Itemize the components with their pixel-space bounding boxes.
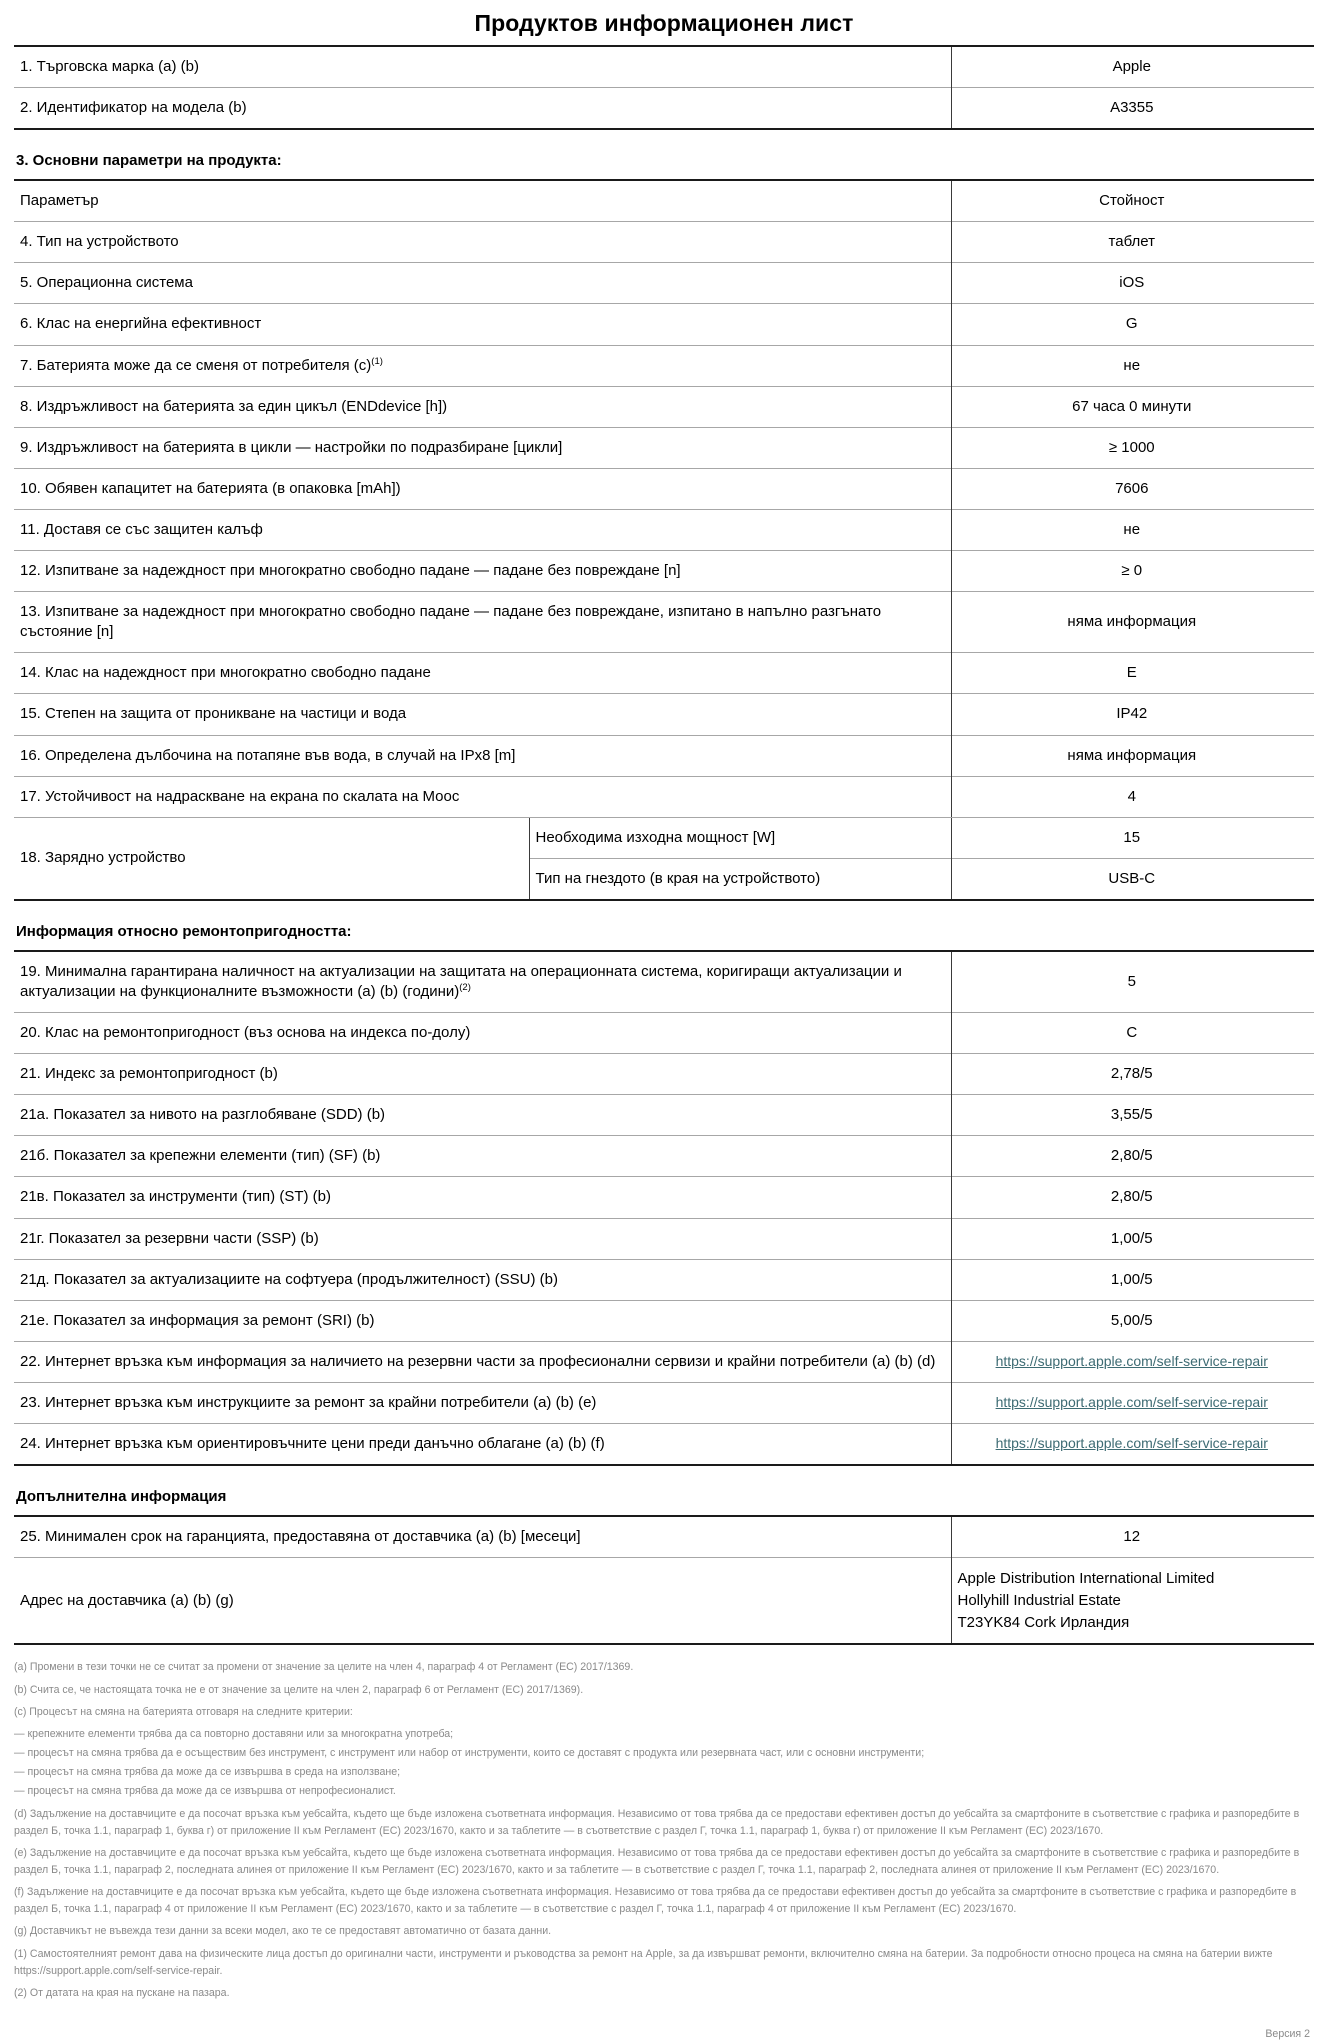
row-label: 25. Минимален срок на гаранцията, предоставяна от доставчика (a) (b) [месеци] [14, 1516, 951, 1558]
table-row [14, 46, 1314, 88]
row-label: 8. Издръжливост на батерията за един цикъл (ENDdevice [h]) [14, 386, 951, 427]
row-value: 5 [951, 951, 1314, 1013]
row-value: E [951, 653, 1314, 694]
footnote-a: (a) Промени в тези точки не се считат за промени от значение за целите на член 4, параграф 4 от Регламент (ЕС) 2017/1369. [14, 1661, 634, 1674]
table-row [14, 1095, 1314, 1136]
table-row [14, 386, 1314, 427]
charger-sub-label: Необходима изходна мощност [W] [529, 817, 951, 858]
row-value: C [951, 1013, 1314, 1054]
row-label: 20. Клас на ремонтопригодност (въз основа на индекса по-долу) [14, 1013, 951, 1054]
row-label: 6. Клас на енергийна ефективност [14, 304, 951, 345]
row-value: няма информация [951, 592, 1314, 653]
table-row [14, 551, 1314, 592]
table-row [14, 222, 1314, 263]
footnote-e: (e) Задължение на доставчиците е да посочат връзка към уебсайта, където ще бъде изложена съответната информация. Независимо от това трябва да се предостави ефективен достъп до уебсайта за смартфоните в съответствие с графика и разпоредбите в раздел Б, точка 1.1, параграф 2, последната алинея от приложение II към Регламент (ЕС) 2023/1670, както и за таблетите — в съответствие с раздел Г, точка 1.1, параграф 2, последната алинея от приложение II към Регламент (ЕС) 2023/1670. [14, 1846, 1300, 1876]
table-row [14, 951, 1314, 1013]
additional-info-table [14, 1515, 1314, 1645]
row-value: ≥ 1000 [951, 427, 1314, 468]
footnote-b: (b) Счита се, че настоящата точка не е от значение за целите на член 2, параграф 6 от Регламент (ЕС) 2017/1369). [14, 1683, 584, 1696]
table-row [14, 1341, 1314, 1382]
footnote-2: (2) От датата на края на пускане на пазара. [14, 1986, 230, 1999]
main-parameters-table [14, 179, 1314, 817]
row-label: 4. Тип на устройството [14, 222, 951, 263]
column-header-parameter: Параметър [14, 180, 951, 222]
footnote-f: (f) Задължение на доставчиците е да посочат връзка към уебсайта, където ще бъде изложена съответната информация. Независимо от това трябва да се предостави ефективен достъп до уебсайта за смартфоните в съответствие с графика и разпоредбите в раздел Б, точка 1.1, параграф 4 от приложение II към Регламент (ЕС) 2023/1670, както и за таблетите — в съответствие с раздел Г, точка 1.1, параграф 4 от приложение II към Регламент (ЕС) 2023/1670. [14, 1886, 1297, 1916]
table-row [14, 1382, 1314, 1423]
address-line: Hollyhill Industrial Estate [957, 1591, 1121, 1609]
row-value [951, 1382, 1314, 1423]
row-label: 21б. Показател за крепежни елементи (тип) (SF) (b) [14, 1136, 951, 1177]
footnote-c-bullet-4: — процесът на смяна трябва да може да се извършва от непрофесионалист. [14, 1785, 396, 1798]
table-row [14, 735, 1314, 776]
row-value: 5,00/5 [951, 1300, 1314, 1341]
row-label-text: 19. Минимална гарантирана наличност на актуализации на защитата на операционната система, коригиращи актуализации и актуализации на функционалните възможности (a) (b) (години) [20, 962, 902, 1000]
row-label: 21д. Показател за актуализациите на софтуера (продължителност) (SSU) (b) [14, 1259, 951, 1300]
row-value: 2,80/5 [951, 1136, 1314, 1177]
table-row [14, 1424, 1314, 1466]
row-value: таблет [951, 222, 1314, 263]
table-row [14, 1013, 1314, 1054]
row-label [14, 951, 951, 1013]
table-row [14, 1177, 1314, 1218]
row-value: няма информация [951, 735, 1314, 776]
repair-instructions-link[interactable]: https://support.apple.com/self-service-repair [995, 1393, 1268, 1410]
table-row [14, 776, 1314, 817]
row-label: 2. Идентификатор на модела (b) [14, 88, 951, 130]
row-value: 3,55/5 [951, 1095, 1314, 1136]
charger-label: 18. Зарядно устройство [14, 817, 529, 899]
table-row [14, 653, 1314, 694]
footnotes [14, 1659, 1314, 2002]
row-value: не [951, 345, 1314, 386]
row-value: iOS [951, 263, 1314, 304]
additional-section-caption: Допълнителна информация [16, 1488, 227, 1506]
row-label [14, 345, 951, 386]
column-header-value: Стойност [951, 180, 1314, 222]
row-label: 21а. Показател за нивото на разглобяване (SDD) (b) [14, 1095, 951, 1136]
table-row [14, 509, 1314, 550]
row-value: 2,80/5 [951, 1177, 1314, 1218]
row-label: 24. Интернет връзка към ориентировъчните цени преди данъчно облагане (a) (b) (f) [14, 1424, 951, 1466]
supplier-address-label: Адрес на доставчика (a) (b) (g) [14, 1558, 951, 1645]
row-value: 1,00/5 [951, 1259, 1314, 1300]
charger-sub-value: USB-C [951, 858, 1314, 899]
row-value: 2,78/5 [951, 1054, 1314, 1095]
spare-parts-link[interactable]: https://support.apple.com/self-service-repair [995, 1352, 1268, 1369]
row-value [951, 1424, 1314, 1466]
charger-table-bottom-rule [14, 899, 1314, 900]
row-label: 17. Устойчивост на надраскване на екрана по скалата на Моос [14, 776, 951, 817]
address-line: T23YK84 Cork Ирландия [957, 1613, 1130, 1631]
row-label: 21е. Показател за информация за ремонт (SRI) (b) [14, 1300, 951, 1341]
footnote-c-bullet-1: — крепежните елементи трябва да са повторно доставяни или за многократна употреба; [14, 1727, 454, 1740]
row-value: не [951, 509, 1314, 550]
table-row [14, 592, 1314, 653]
row-label: 11. Доставя се със защитен калъф [14, 509, 951, 550]
table-row [14, 1136, 1314, 1177]
row-label: 22. Интернет връзка към информация за наличието на резервни части за професионални сервизи и крайни потребители (a) (b) (d) [14, 1341, 951, 1382]
row-value [951, 1341, 1314, 1382]
supplier-address-value [951, 1558, 1314, 1645]
row-label: 16. Определена дълбочина на потапяне във вода, в случай на IPx8 [m] [14, 735, 951, 776]
table-row [14, 694, 1314, 735]
row-value: A3355 [951, 88, 1314, 130]
indicative-prices-link[interactable]: https://support.apple.com/self-service-repair [995, 1435, 1268, 1451]
table-header-row [14, 180, 1314, 222]
table-row [14, 345, 1314, 386]
row-value: Apple [951, 46, 1314, 88]
footnote-g: (g) Доставчикът не въвежда тези данни за всеки модел, ако те се предоставят автоматично от базата данни. [14, 1925, 552, 1938]
table-row [14, 1300, 1314, 1341]
page-title: Продуктов информационен лист [474, 10, 854, 36]
row-value: ≥ 0 [951, 551, 1314, 592]
footnote-1: (1) Самостоятелният ремонт дава на физическите лица достъп до оригинални части, инструменти и ръководства за ремонт на Apple, за да извършват ремонти, включително смяна на батерии. За подробности относно процеса на смяна на батерии вижте https://support.apple.com/self-service-repair. [14, 1947, 1273, 1977]
charger-table [14, 817, 1314, 901]
footnote-d: (d) Задължение на доставчиците е да посочат връзка към уебсайта, където ще бъде изложена съответната информация. Независимо от това трябва да се предостави ефективен достъп до уебсайта за смартфоните в съответствие с графика и разпоредбите в раздел Б, точка 1.1, параграф 1, буква г) от приложение II към Регламент (ЕС) 2023/1670, както и за таблетите — в съответствие с раздел Г, точка 1.1, параграф 1, буква г) от приложение II към Регламент (ЕС) 2023/1670. [14, 1807, 1300, 1837]
row-value: IP42 [951, 694, 1314, 735]
supplier-address-row [14, 1558, 1314, 1645]
footnote-c-bullet-3: — процесът на смяна трябва да може да се извършва в среда на използване; [14, 1766, 401, 1779]
warranty-row [14, 1516, 1314, 1558]
row-label: 21г. Показател за резервни части (SSP) (b) [14, 1218, 951, 1259]
table-row [14, 88, 1314, 130]
row-value: 67 часа 0 минути [951, 386, 1314, 427]
row-value: 7606 [951, 468, 1314, 509]
row-label-text: 7. Батерията може да се сменя от потребителя (c) [20, 356, 372, 374]
row-label: 13. Изпитване за надеждност при многократно свободно падане — падане без повреждане, изпитано в напълно разгънато състояние [n] [14, 592, 951, 653]
charger-sub-label: Тип на гнездото (в края на устройството) [529, 858, 951, 899]
footnote-marker: (2) [459, 981, 471, 993]
repairability-table [14, 950, 1314, 1466]
table-row [14, 468, 1314, 509]
table-row [14, 1259, 1314, 1300]
row-label: 23. Интернет връзка към инструкциите за ремонт за крайни потребители (a) (b) (e) [14, 1382, 951, 1423]
footnote-c: (c) Процесът на смяна на батерията отговаря на следните критерии: [14, 1705, 353, 1718]
table-row [14, 1218, 1314, 1259]
version-label: Версия 2 [1265, 2028, 1310, 2040]
table-row [14, 427, 1314, 468]
header-table [14, 45, 1314, 130]
footnote-c-bullet-2: — процесът на смяна трябва да е осъществим без инструмент, с инструмент или набор от инструменти, които се доставят с продукта или резервната част, или с основни инструменти; [14, 1747, 925, 1760]
table-row [14, 1054, 1314, 1095]
repair-section-caption: Информация относно ремонтопригодността: [16, 922, 352, 940]
table-row [14, 263, 1314, 304]
row-label: 12. Изпитване за надеждност при многократно свободно падане — падане без повреждане [n] [14, 551, 951, 592]
row-value: 1,00/5 [951, 1218, 1314, 1259]
charger-sub-value: 15 [951, 817, 1314, 858]
row-label: 1. Търговска марка (a) (b) [14, 46, 951, 88]
main-section-caption: 3. Основни параметри на продукта: [16, 152, 282, 170]
row-label: 9. Издръжливост на батерията в цикли — настройки по подразбиране [цикли] [14, 427, 951, 468]
row-label: 10. Обявен капацитет на батерията (в опаковка [mAh]) [14, 468, 951, 509]
table-row [14, 304, 1314, 345]
address-line: Apple Distribution International Limited [957, 1570, 1215, 1588]
row-value: 4 [951, 776, 1314, 817]
row-label: 14. Клас на надеждност при многократно свободно падане [14, 653, 951, 694]
footnote-marker: (1) [371, 355, 383, 367]
row-label: 21в. Показател за инструменти (тип) (ST) (b) [14, 1177, 951, 1218]
row-label: 15. Степен на защита от проникване на частици и вода [14, 694, 951, 735]
row-label: 21. Индекс за ремонтопригодност (b) [14, 1054, 951, 1095]
row-value: 12 [951, 1516, 1314, 1558]
row-value: G [951, 304, 1314, 345]
charger-row-output-power [14, 817, 1314, 858]
row-label: 5. Операционна система [14, 263, 951, 304]
